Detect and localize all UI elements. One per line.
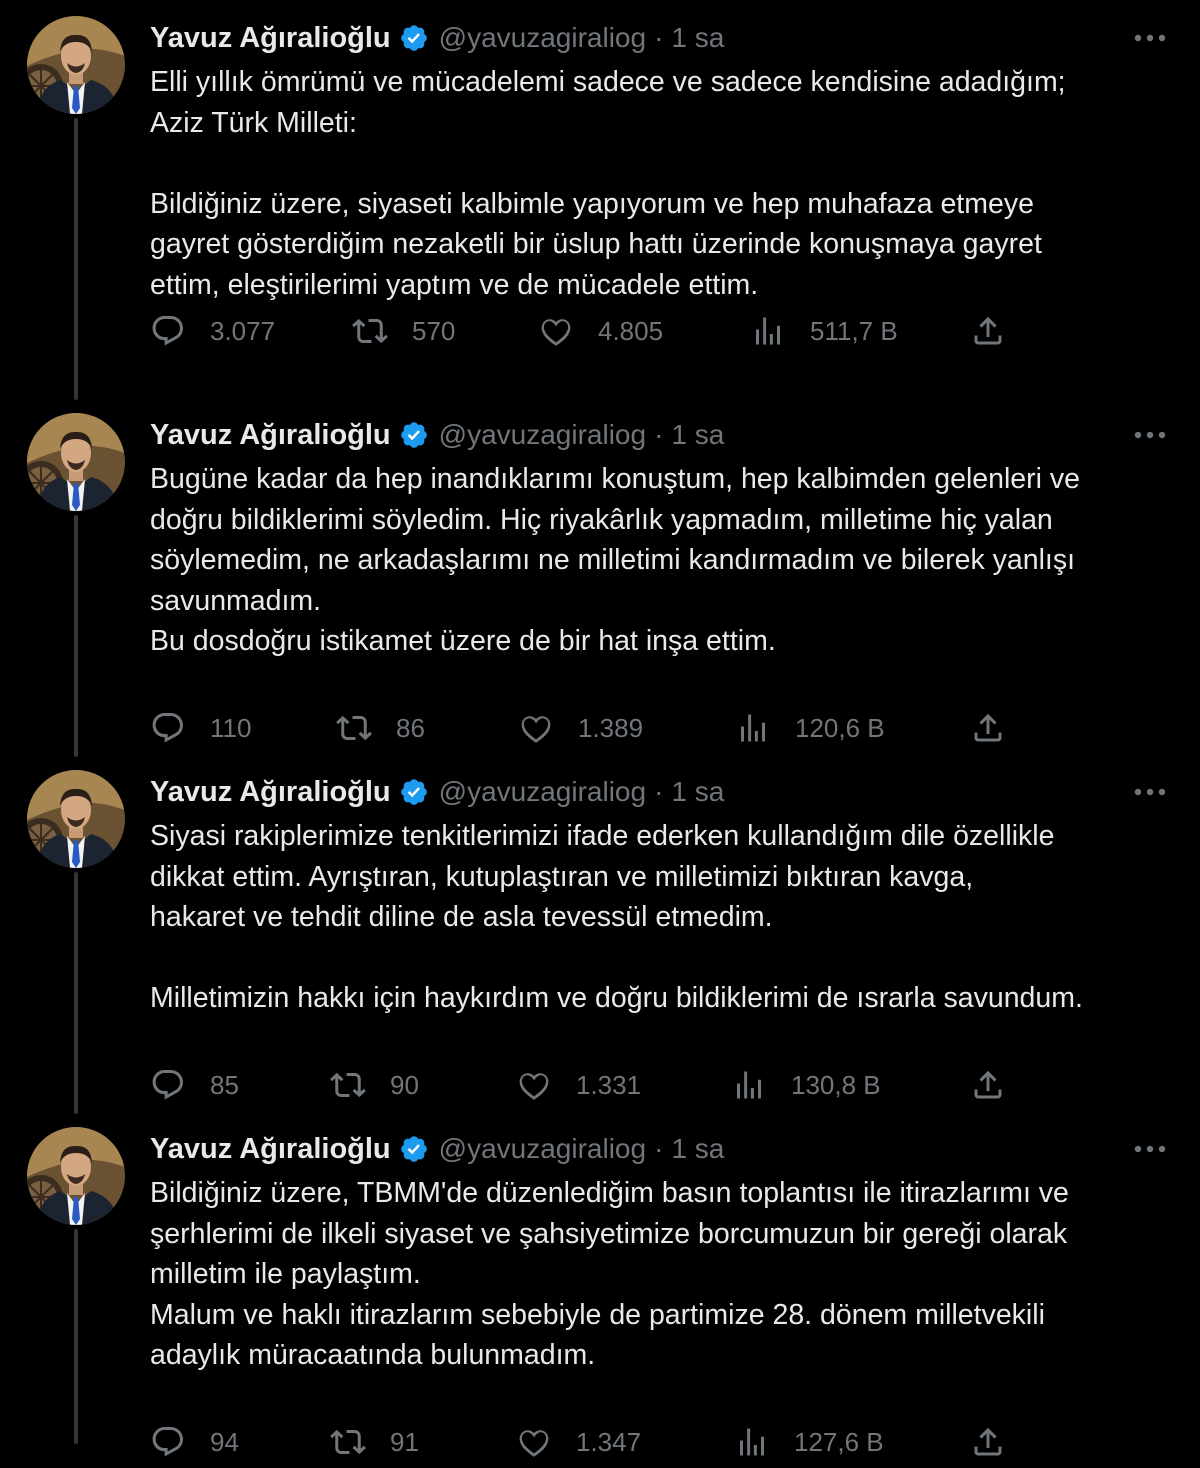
like-count: 4.805 xyxy=(598,315,664,346)
separator-dot: · xyxy=(654,776,664,807)
avatar-photo xyxy=(27,413,125,511)
views-button[interactable] xyxy=(734,1420,884,1464)
like-button[interactable] xyxy=(516,1420,641,1464)
views-count: 130,8 B xyxy=(791,1069,881,1100)
tweet-actions xyxy=(150,706,1010,750)
avatar-photo xyxy=(27,1127,125,1225)
views-button[interactable] xyxy=(731,1063,881,1107)
share-icon xyxy=(970,1067,1006,1103)
share-icon xyxy=(970,1424,1006,1460)
author-handle[interactable]: @yavuzagiraliog xyxy=(438,22,647,53)
reply-icon xyxy=(150,313,186,349)
avatar[interactable] xyxy=(27,413,125,511)
views-count: 127,6 B xyxy=(794,1426,884,1457)
heart-icon xyxy=(516,1424,552,1460)
retweet-count: 90 xyxy=(390,1069,419,1100)
separator-dot: · xyxy=(654,22,664,53)
analytics-icon xyxy=(734,1424,770,1460)
views-count: 120,6 B xyxy=(795,712,885,743)
heart-icon xyxy=(518,710,554,746)
retweet-button[interactable] xyxy=(330,1420,419,1464)
reply-count: 3.077 xyxy=(210,315,276,346)
like-count: 1.331 xyxy=(576,1069,642,1100)
timestamp[interactable]: 1 sa xyxy=(671,419,725,450)
author-handle[interactable]: @yavuzagiraliog xyxy=(438,776,647,807)
share-button[interactable] xyxy=(970,1063,1006,1107)
share-button[interactable] xyxy=(970,1420,1006,1464)
views-button[interactable] xyxy=(735,706,885,750)
author-name[interactable]: Yavuz Ağıralioğlu xyxy=(150,21,391,54)
reply-icon xyxy=(150,1424,186,1460)
avatar-photo xyxy=(27,16,125,114)
like-count: 1.347 xyxy=(576,1426,642,1457)
tweet-text: Bildiğiniz üzere, TBMM'de düzenlediğim basın toplantısı ile itirazlarımı ve şerhlerimi de ilkeli siyaset ve şahsiyetimize borcumuzun bir gereği olarak milletim ile paylaştım. Malum ve haklı itirazlarım sebebiyle de partimize 28. dönem milletvekili adaylık müracaatında bulunmadım. xyxy=(150,1177,1069,1371)
separator-dot: · xyxy=(654,419,664,450)
tweet-text: Elli yıllık ömrümü ve mücadelemi sadece ve sadece kendisine adadığım; Aziz Türk Milleti: Bildiğiniz üzere, siyaseti kalbimle yapıyorum ve hep muhafaza etmeye gayret gösterdiğim nezaketli bir üslup hattı üzerinde konuşmaya gayret ettim, eleştirilerimi yaptım ve de mücadele ettim. xyxy=(150,66,1066,301)
reply-button[interactable] xyxy=(150,706,251,750)
tweet[interactable] xyxy=(0,0,1200,357)
verified-badge-icon xyxy=(399,777,429,807)
author-name[interactable]: Yavuz Ağıralioğlu xyxy=(150,418,391,451)
timestamp[interactable]: 1 sa xyxy=(671,22,725,53)
analytics-icon xyxy=(750,313,786,349)
tweet-actions xyxy=(150,1420,1010,1464)
tweet-actions xyxy=(150,1063,1010,1107)
share-icon xyxy=(970,313,1006,349)
verified-badge-icon xyxy=(399,1134,429,1164)
like-button[interactable] xyxy=(518,706,643,750)
views-button[interactable] xyxy=(750,309,898,353)
retweet-icon xyxy=(330,1067,366,1103)
tweet[interactable] xyxy=(0,754,1200,1111)
separator-dot: · xyxy=(654,1133,664,1164)
tweet-header xyxy=(150,415,1170,455)
like-count: 1.389 xyxy=(578,712,644,743)
tweet-text: Siyasi rakiplerimize tenkitlerimizi ifade ederken kullandığım dile özellikle dikkat ettim. Ayrıştıran, kutuplaştıran ve milletimizi bıktıran kavga, hakaret ve tehdit diline de asla tevessül etmedim. Milletimizin hakkı için haykırdım ve doğru bildiklerimi de ısrarla savundum. xyxy=(150,820,1083,1014)
heart-icon xyxy=(538,313,574,349)
author-handle[interactable]: @yavuzagiraliog xyxy=(438,419,647,450)
author-name[interactable]: Yavuz Ağıralioğlu xyxy=(150,1132,391,1165)
reply-button[interactable] xyxy=(150,309,275,353)
reply-count: 110 xyxy=(210,712,252,743)
share-icon xyxy=(970,710,1006,746)
reply-icon xyxy=(150,710,186,746)
author-name[interactable]: Yavuz Ağıralioğlu xyxy=(150,775,391,808)
more-dots-icon xyxy=(1133,33,1167,43)
reply-icon xyxy=(150,1067,186,1103)
heart-icon xyxy=(516,1067,552,1103)
tweet-text: Bugüne kadar da hep inandıklarımı konuştum, hep kalbimden gelenleri ve doğru bildiklerimi söyledim. Hiç riyakârlık yapmadım, milletime hiç yalan söylemedim, ne arkadaşlarımı ne milletimi kandırmadım ve bilerek yanlışı savunmadım. Bu dosdoğru istikamet üzere de bir hat inşa ettim. xyxy=(150,463,1080,657)
reply-count: 85 xyxy=(210,1069,239,1100)
retweet-count: 91 xyxy=(390,1426,419,1457)
more-dots-icon xyxy=(1133,787,1167,797)
tweet-header xyxy=(150,772,1170,812)
avatar[interactable] xyxy=(27,16,125,114)
avatar[interactable] xyxy=(27,1127,125,1225)
tweet-header xyxy=(150,18,1170,58)
verified-badge-icon xyxy=(399,23,429,53)
author-handle[interactable]: @yavuzagiraliog xyxy=(438,1133,647,1164)
like-button[interactable] xyxy=(538,309,663,353)
share-button[interactable] xyxy=(970,309,1006,353)
retweet-count: 86 xyxy=(396,712,425,743)
retweet-icon xyxy=(330,1424,366,1460)
more-dots-icon xyxy=(1133,430,1167,440)
verified-badge-icon xyxy=(399,420,429,450)
retweet-icon xyxy=(336,710,372,746)
reply-button[interactable] xyxy=(150,1420,239,1464)
reply-count: 94 xyxy=(210,1426,239,1457)
reply-button[interactable] xyxy=(150,1063,239,1107)
more-dots-icon xyxy=(1133,1144,1167,1154)
more-button[interactable] xyxy=(1130,1131,1170,1167)
like-button[interactable] xyxy=(516,1063,641,1107)
share-button[interactable] xyxy=(970,706,1006,750)
retweet-icon xyxy=(352,313,388,349)
tweet[interactable] xyxy=(0,397,1200,754)
avatar-photo xyxy=(27,770,125,868)
retweet-button[interactable] xyxy=(330,1063,419,1107)
avatar[interactable] xyxy=(27,770,125,868)
more-button[interactable] xyxy=(1130,417,1170,453)
tweet-header xyxy=(150,1129,1170,1169)
timestamp[interactable]: 1 sa xyxy=(671,776,725,807)
more-button[interactable] xyxy=(1130,774,1170,810)
analytics-icon xyxy=(735,710,771,746)
tweet[interactable] xyxy=(0,1111,1200,1468)
retweet-button[interactable] xyxy=(352,309,455,353)
analytics-icon xyxy=(731,1067,767,1103)
timestamp[interactable]: 1 sa xyxy=(671,1133,725,1164)
retweet-button[interactable] xyxy=(336,706,425,750)
views-count: 511,7 B xyxy=(810,315,898,346)
tweet-actions xyxy=(150,309,1010,353)
more-button[interactable] xyxy=(1130,20,1170,56)
retweet-count: 570 xyxy=(412,315,456,346)
